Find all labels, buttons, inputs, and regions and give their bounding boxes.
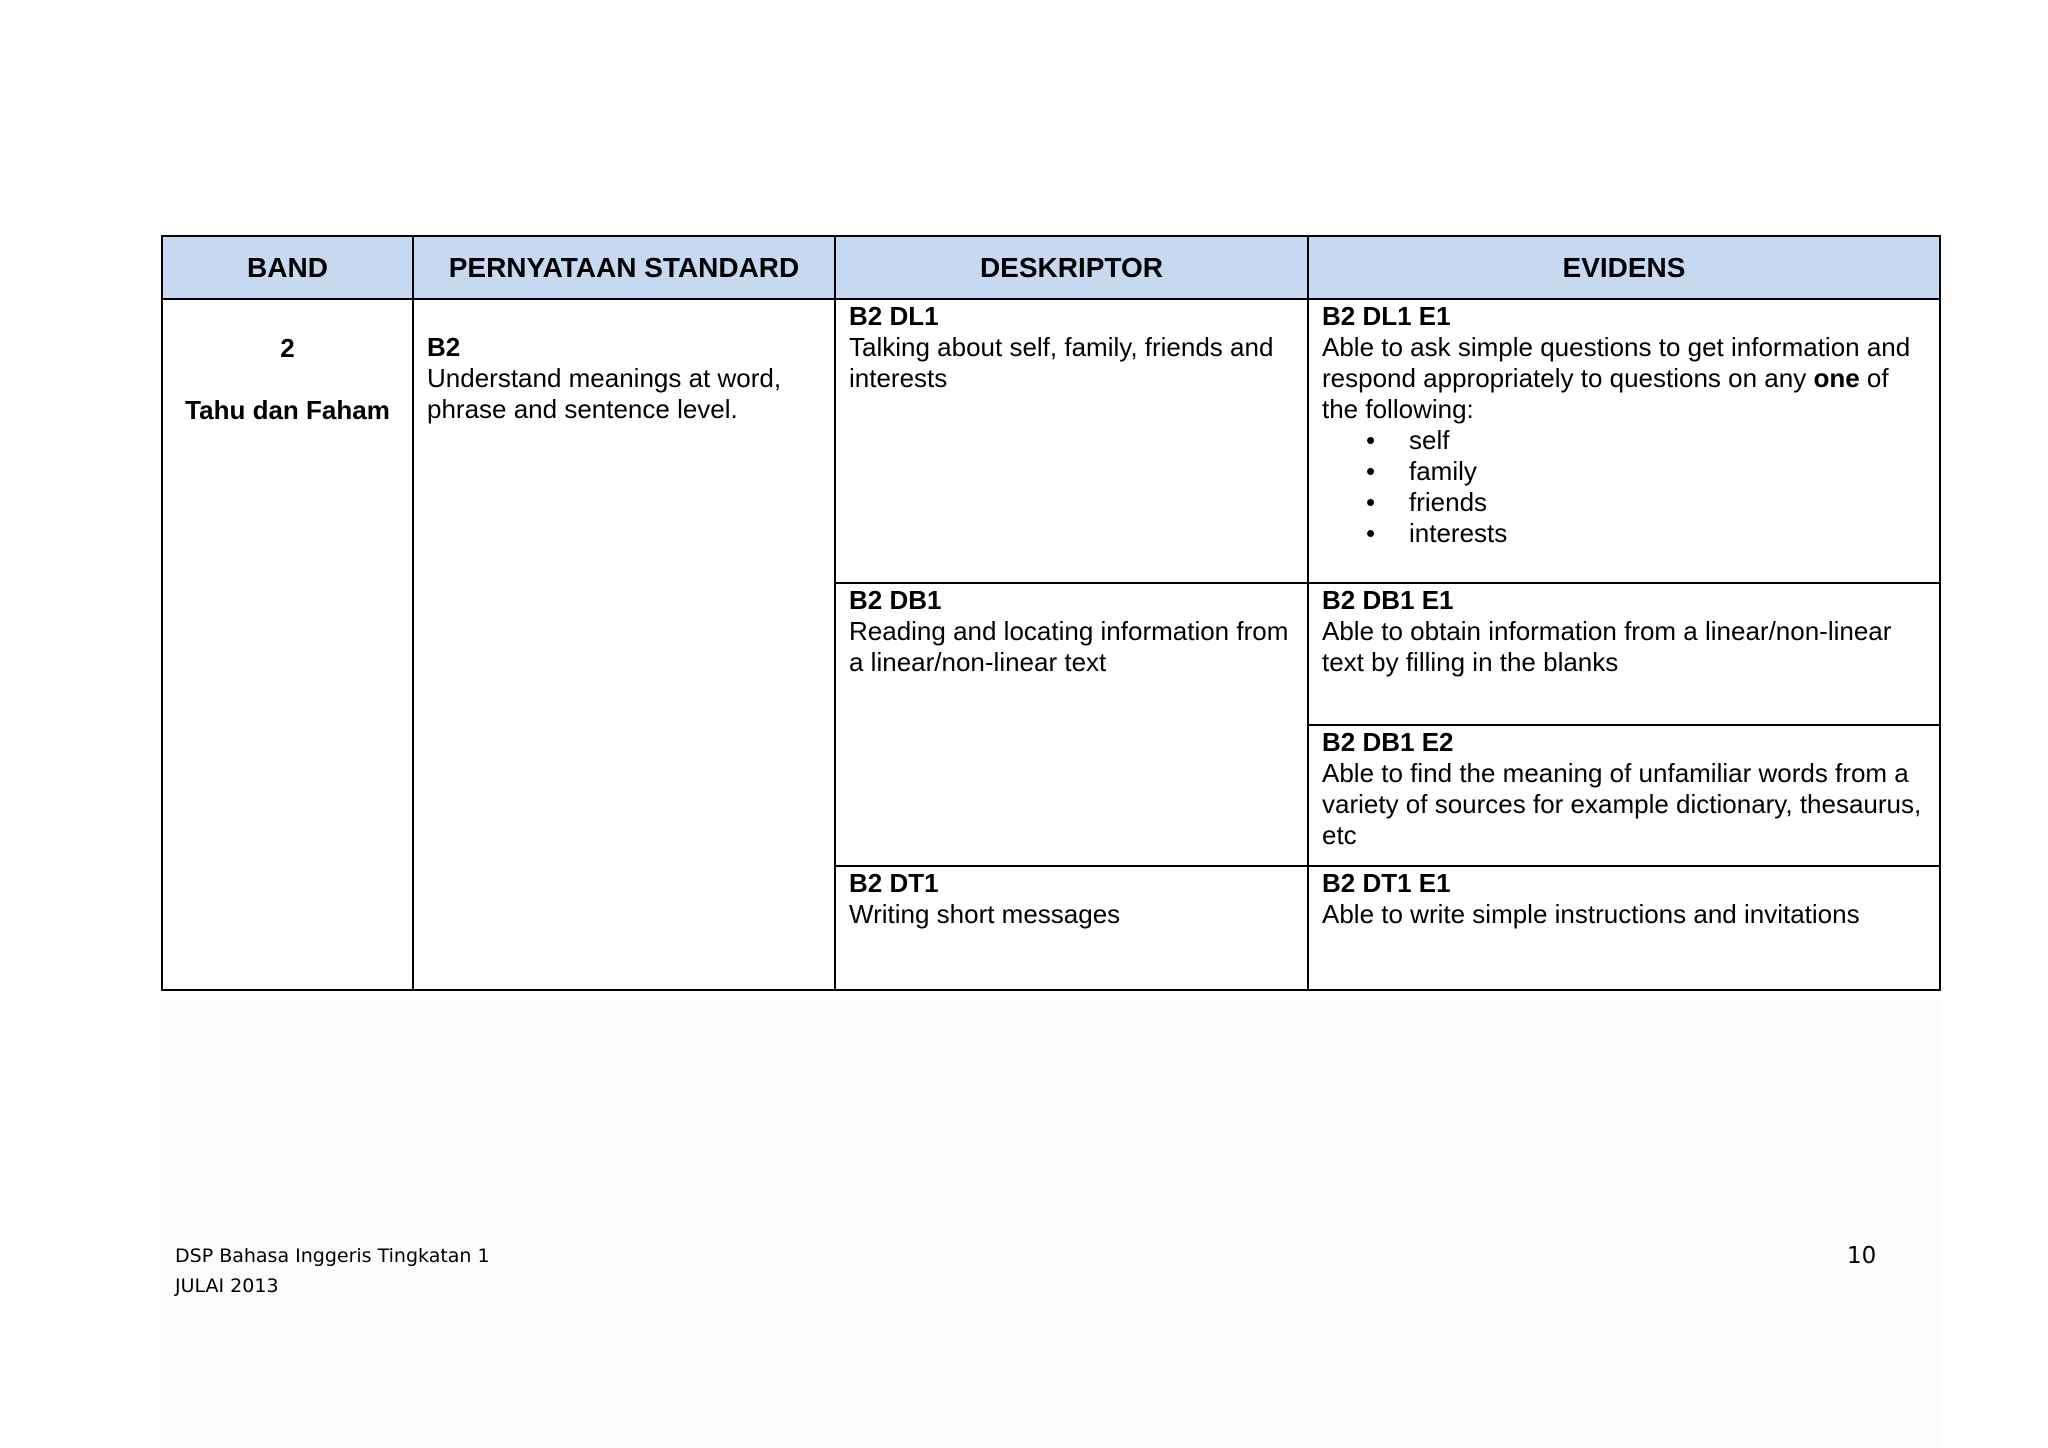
header-evidence: EVIDENS [1308,236,1940,299]
evidence-cell [1308,866,1940,990]
evidence-cell [1308,583,1940,725]
standard-text: Understand meanings at word, phrase and sentence level. [427,363,782,424]
list-item: • self [1409,425,1926,456]
evidence-code: B2 DB1 E2 [1322,727,1454,757]
table-row [162,299,1940,583]
list-item: • friends [1409,487,1926,518]
descriptor-text: Reading and locating information from a linear/non-linear text [849,616,1289,677]
standard-code: B2 [427,332,461,362]
descriptor-code: B2 DB1 [849,585,942,615]
descriptor-code: B2 DT1 [849,868,939,898]
descriptor-cell [835,866,1308,990]
evidence-text: Able to obtain information from a linear/non-linear text by filling in the blanks [1322,616,1892,677]
footer-date: JULAI 2013 [175,1275,279,1297]
descriptor-cell [835,583,1308,866]
band-name: Tahu dan Faham [185,395,390,425]
evidence-cell [1308,299,1940,583]
band-number: 2 [280,333,295,363]
evidence-emphasis: one [1813,363,1860,393]
footer-title: DSP Bahasa Inggeris Tingkatan 1 [175,1245,490,1267]
evidence-text: Able to ask simple questions to get information and respond appropriately to questions on any one of the following: [1322,332,1911,424]
footer [175,1241,490,1301]
header-standard: PERNYATAAN STANDARD [413,236,835,299]
header-band: BAND [162,236,413,299]
evidence-text: Able to find the meaning of unfamiliar words from a variety of sources for example dictionary, thesaurus, etc [1322,758,1922,850]
topic-list [1322,425,1926,549]
list-item: • family [1409,456,1926,487]
descriptor-text: Writing short messages [849,899,1121,929]
evidence-code: B2 DL1 E1 [1322,301,1451,331]
evidence-code: B2 DB1 E1 [1322,585,1454,615]
standards-table [161,235,1941,991]
evidence-cell [1308,725,1940,866]
page-number: 10 [1847,1243,1877,1269]
evidence-text: Able to write simple instructions and invitations [1322,899,1860,929]
descriptor-code: B2 DL1 [849,301,939,331]
evidence-code: B2 DT1 E1 [1322,868,1451,898]
descriptor-text: Talking about self, family, friends and interests [849,332,1274,393]
list-item: • interests [1409,518,1926,549]
page-background [161,1000,1939,1448]
standard-cell [413,299,835,990]
header-descriptor: DESKRIPTOR [835,236,1308,299]
band-cell [162,299,413,990]
header-row [162,236,1940,299]
descriptor-cell [835,299,1308,583]
